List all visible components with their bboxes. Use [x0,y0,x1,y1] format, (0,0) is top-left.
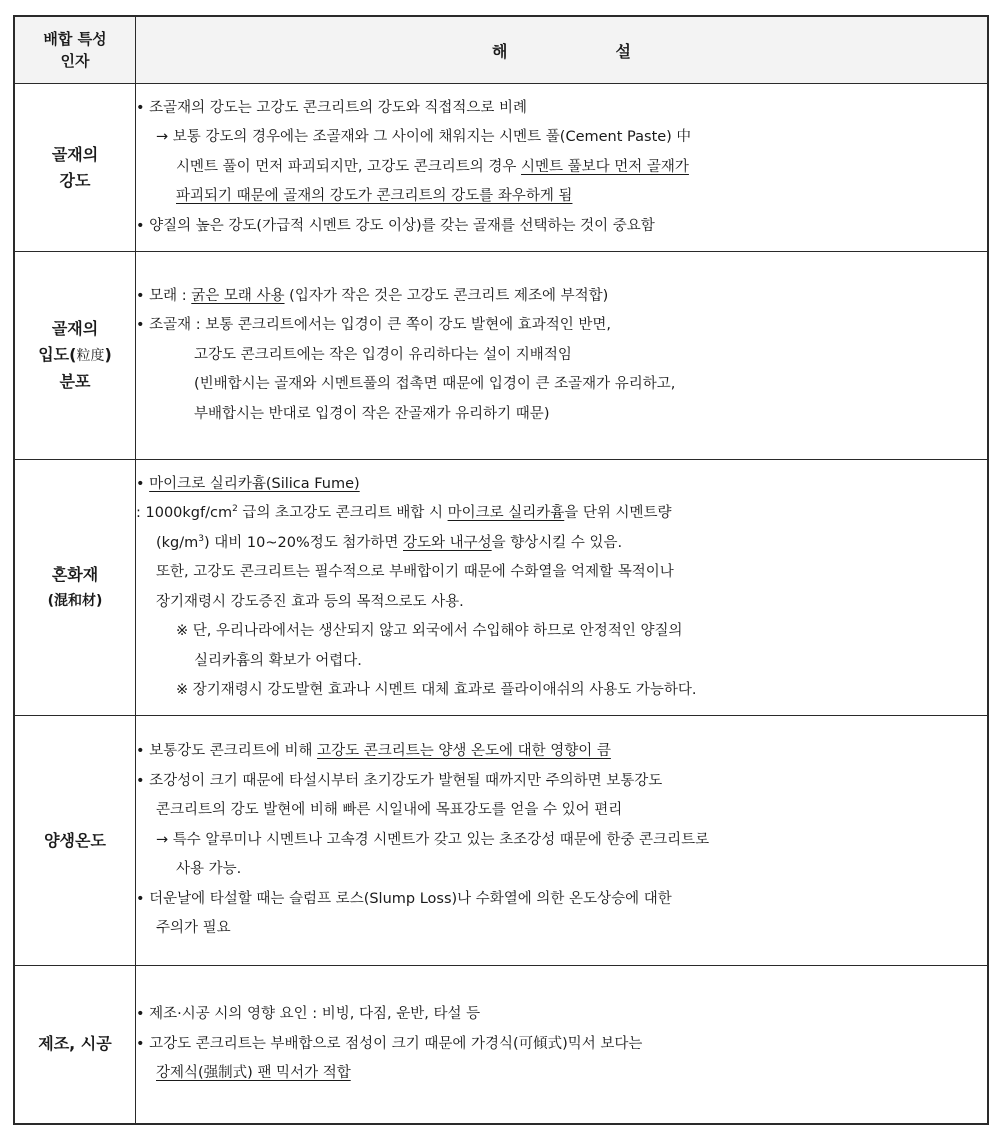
text-line: → 특수 알루미나 시멘트나 고속경 시멘트가 갖고 있는 초조강성 때문에 한중 콘크리트로 [156,831,710,848]
text-span: (입자가 작은 것은 고강도 콘크리트 제조에 부적합) [284,287,609,304]
hanja-text: 粒度 [76,348,105,364]
text-span: (kg/m [156,534,199,551]
underlined-text: 강도와 내구성 [403,534,492,551]
table-row [14,460,988,716]
desc-aggregate-strength [136,84,989,252]
text-span: • 모래 : [136,287,192,304]
mix-factor-table [13,15,989,1125]
underlined-text: 마이크로 실리카흄(Silica Fume) [149,475,360,492]
factor-admixture [14,460,136,716]
header-desc-char-1: 해 [492,41,508,61]
text-line: • 고강도 콘크리트는 부배합으로 점성이 크기 때문에 가경식(可傾式)믹서 보다는 [136,1035,643,1052]
underlined-text: 고강도 콘크리트는 양생 온도에 대한 영향이 큼 [317,743,611,760]
text-line: ※ 단, 우리나라에서는 생산되지 않고 외국에서 수입해야 하므로 안정적인 양질의 [176,623,683,639]
text-line [136,1059,987,1089]
underlined-text: 파괴되기 때문에 골재의 강도가 콘크리트의 강도를 좌우하게 됨 [176,188,573,205]
table-header-row [14,16,988,84]
text-line: 주의가 필요 [156,920,231,937]
text-span: ) [104,345,112,364]
text-line: • 조골재의 강도는 고강도 콘크리트의 강도와 직접적으로 비례 [136,99,527,116]
underlined-text: 강제식(强制式) 팬 믹서가 적합 [156,1065,351,1081]
desc-curing-temperature [136,716,989,966]
text-span: : 1000kgf/cm [136,505,233,521]
header-description [136,16,989,84]
desc-aggregate-grading [136,252,989,460]
text-line: 콘크리트의 강도 발현에 비해 빠른 시일내에 목표강도를 얻을 수 있어 편리 [156,802,623,819]
text-span: ) 대비 10~20%정도 첨가하면 [204,534,403,551]
text-line: 사용 가능. [176,861,242,878]
text-line [136,182,987,212]
text-line: • 조강성이 크기 때문에 타설시부터 초기강도가 발현될 때까지만 주의하면 보통강도 [136,772,663,789]
table-row [14,966,988,1124]
text-line [136,529,987,559]
text-line [136,282,987,312]
text-line [136,470,987,500]
text-line: • 조골재 : 보통 콘크리트에서는 입경이 큰 쪽이 강도 발현에 효과적인 반면, [136,317,611,334]
table-row [14,716,988,966]
text-line: 장기재령시 강도증진 효과 등의 목적으로도 사용. [156,593,464,610]
superscript: 3 [198,533,205,544]
factor-hanja: (混和材) [47,592,103,609]
factor-line: 분포 [59,372,91,391]
header-factor: 배합 특성 인자 [14,16,136,84]
text-span: • 보통강도 콘크리트에 비해 [136,743,318,760]
desc-manufacture-construction [136,966,989,1124]
underlined-text: 마이크로 실리카흄 [447,505,565,521]
text-line: (빈배합시는 골재와 시멘트풀의 접촉면 때문에 입경이 큰 조골재가 유리하고, [194,376,676,393]
text-line: • 양질의 높은 강도(가급적 시멘트 강도 이상)를 갖는 골재를 선택하는 것이 중요함 [136,217,655,234]
underlined-text: 굵은 모래 사용 [191,287,285,304]
text-line [136,499,987,529]
text-line: 또한, 고강도 콘크리트는 필수적으로 부배합이기 때문에 수화열을 억제할 목적이나 [156,564,674,580]
factor-line: 골재의 [51,319,99,338]
factor-line [15,342,135,369]
factor-aggregate-strength: 골재의 강도 [14,84,136,252]
factor-manufacture-construction: 제조, 시공 [14,966,136,1124]
desc-admixture [136,460,989,716]
text-span: 을 단위 시멘트량 [564,505,672,521]
factor-curing-temperature: 양생온도 [14,716,136,966]
text-span: 급의 초고강도 콘크리트 배합 시 [237,505,448,521]
text-line: 실리카흄의 확보가 어렵다. [194,652,362,669]
text-line [136,153,987,183]
text-line: ※ 장기재령시 강도발현 효과나 시멘트 대체 효과로 플라이애쉬의 사용도 가능하다. [176,682,697,698]
text-span: 입도( [38,345,77,364]
text-line [136,737,987,767]
text-line: • 더운날에 타설할 때는 슬럼프 로스(Slump Loss)나 수화열에 의한 온도상승에 대한 [136,890,672,907]
factor-aggregate-grading [14,252,136,460]
factor-line: 혼화재 [51,564,99,584]
text-span: 시멘트 풀이 먼저 파괴되지만, 고강도 콘크리트의 경우 [176,158,522,175]
table-row [14,84,988,252]
text-line: 고강도 콘크리트에는 작은 입경이 유리하다는 설이 지배적임 [194,346,572,363]
header-desc-char-2: 설 [615,41,631,61]
text-line: → 보통 강도의 경우에는 조골재와 그 사이에 채워지는 시멘트 풀(Cement Paste) 中 [156,129,691,146]
text-span: 을 향상시킬 수 있음. [491,534,623,551]
table-row [14,252,988,460]
underlined-text: 시멘트 풀보다 먼저 골재가 [521,158,689,175]
text-line: • 제조·시공 시의 영향 요인 : 비빙, 다짐, 운반, 타설 등 [136,1006,481,1022]
text-span: • [136,475,150,492]
text-line: 부배합시는 반대로 입경이 작은 잔골재가 유리하기 때문) [194,405,550,422]
superscript: 2 [232,504,238,515]
